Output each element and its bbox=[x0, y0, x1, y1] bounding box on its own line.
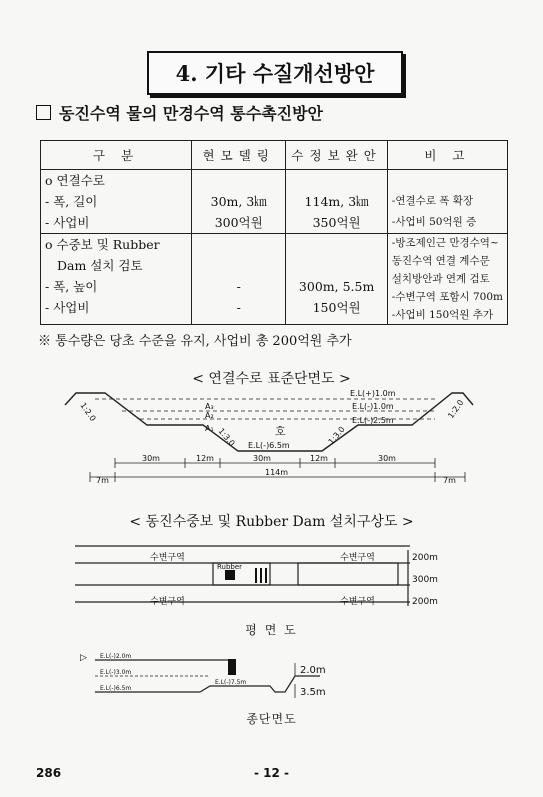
cell-channel-revised bbox=[286, 170, 387, 234]
dim-label: 30m bbox=[142, 454, 160, 463]
value-line: 150억원 bbox=[312, 300, 361, 315]
dim-label: 12m bbox=[196, 454, 214, 463]
dim-label: 12m bbox=[310, 454, 328, 463]
dam-block bbox=[228, 659, 236, 675]
width-label: 200m bbox=[412, 553, 438, 563]
height-label: 3.5m bbox=[300, 687, 326, 698]
item-line: o 연결수로 bbox=[45, 173, 105, 188]
remark-line: -연결수로 폭 확장 bbox=[391, 195, 473, 207]
table-header-row bbox=[41, 141, 508, 170]
remark-line: -수변구역 포함시 700m bbox=[391, 291, 503, 303]
el-label: E.L(-)1.0m bbox=[352, 402, 394, 411]
checkbox-square-icon bbox=[36, 105, 51, 120]
value-line: 300m, 5.5m bbox=[298, 279, 375, 294]
figure2-title: < 동진수중보 및 Rubber Dam 설치구상도 > bbox=[129, 514, 414, 530]
remark-line: -사업비 150억원 추가 bbox=[391, 309, 494, 321]
remark-line: -사업비 50억원 증 bbox=[391, 216, 477, 228]
width-label: 200m bbox=[412, 597, 438, 607]
item-line: Dam 설치 검토 bbox=[57, 258, 143, 273]
el-label: E.L(-)3.0m bbox=[100, 669, 132, 676]
item-line: - 폭, 길이 bbox=[45, 194, 98, 209]
dam-box bbox=[298, 563, 398, 585]
plan-view-diagram bbox=[70, 538, 470, 613]
cell-channel-items bbox=[41, 170, 192, 234]
slope-label: 1:3.0 bbox=[326, 424, 347, 447]
dim-label: 30m bbox=[253, 454, 271, 463]
value-line bbox=[196, 234, 282, 255]
longitudinal-section-diagram bbox=[70, 648, 390, 703]
header-category: 구 분 bbox=[41, 141, 192, 170]
center-mark: 호 bbox=[275, 425, 286, 438]
section-heading-row bbox=[36, 101, 323, 124]
value-line: 114m, 3㎞ bbox=[304, 194, 369, 209]
value-line: - bbox=[236, 300, 241, 315]
header-remarks: 비 고 bbox=[387, 141, 507, 170]
arrow-icon: ▷ bbox=[80, 653, 87, 663]
cell-channel-remarks bbox=[387, 170, 507, 234]
area-label: A₃ bbox=[205, 402, 214, 411]
table-row-weir bbox=[41, 234, 508, 325]
remark-line: -방조제인근 만경수역~ bbox=[391, 237, 499, 249]
dim-label: 114m bbox=[265, 468, 289, 477]
dim-label: 7m bbox=[443, 476, 456, 485]
remark-line: 동진수역 연결 계수문 bbox=[391, 255, 490, 267]
figure1-title: < 연결수로 표준단면도 > bbox=[192, 371, 351, 387]
cell-weir-items bbox=[41, 234, 192, 325]
value-line: - bbox=[236, 279, 241, 294]
cross-section-diagram bbox=[60, 385, 480, 493]
item-line: - 사업비 bbox=[45, 300, 90, 315]
rubber-label: Rubber bbox=[217, 563, 243, 571]
slope-label: 1:2.0 bbox=[78, 400, 98, 423]
zone-label: 수변구역 bbox=[150, 597, 185, 607]
page-center-number: - 12 - bbox=[253, 766, 289, 780]
table-row-channel bbox=[41, 170, 508, 234]
area-label: A₁ bbox=[205, 424, 214, 433]
value-line: 350억원 bbox=[312, 215, 361, 230]
plan-table bbox=[40, 140, 508, 325]
el-label: E.L(-)7.5m bbox=[215, 679, 247, 686]
header-revised: 수정보완안 bbox=[286, 141, 387, 170]
dim-label: 30m bbox=[378, 454, 396, 463]
el-label: E.L(-)2.0m bbox=[100, 653, 132, 660]
value-line bbox=[290, 170, 382, 191]
zone-label: 수변구역 bbox=[150, 553, 185, 563]
footnote: ※ 통수량은 당초 수준을 유지, 사업비 총 200억원 추가 bbox=[38, 334, 352, 349]
item-line: o 수중보 및 Rubber bbox=[45, 237, 160, 252]
cell-channel-current bbox=[191, 170, 286, 234]
zone-label: 수변구역 bbox=[340, 597, 375, 607]
remark-line: 설치방안과 연계 검토 bbox=[391, 273, 490, 285]
zone-label: 수변구역 bbox=[340, 553, 375, 563]
width-label: 300m bbox=[412, 575, 438, 585]
value-line bbox=[196, 170, 282, 191]
el-label: E.L(-)2.5m bbox=[352, 416, 394, 425]
value-line bbox=[196, 255, 282, 276]
rubber-dam-block bbox=[225, 570, 235, 580]
cell-weir-remarks bbox=[387, 234, 507, 325]
height-label: 2.0m bbox=[300, 665, 326, 676]
el-label: E.L(-)6.5m bbox=[248, 441, 290, 450]
el-label: E.L(-)6.5m bbox=[100, 685, 132, 692]
area-label: A₂ bbox=[205, 411, 214, 420]
item-line: - 사업비 bbox=[45, 215, 90, 230]
slope-label: 1:2.0 bbox=[446, 398, 466, 421]
value-line bbox=[290, 234, 382, 255]
slope-label: 1:3.0 bbox=[216, 426, 237, 449]
el-label: E.L(+)1.0m bbox=[350, 389, 396, 398]
cell-weir-revised bbox=[286, 234, 387, 325]
cell-weir-current bbox=[191, 234, 286, 325]
value-line bbox=[290, 255, 382, 276]
page-title: 4. 기타 수질개선방안 bbox=[147, 51, 403, 95]
plan-view-caption: 평 면 도 bbox=[245, 623, 298, 637]
section-heading: 동진수역 물의 만경수역 통수촉진방안 bbox=[59, 104, 324, 123]
page-number: 286 bbox=[36, 766, 62, 780]
remark-line bbox=[392, 170, 503, 191]
section-view-caption: 종단면도 bbox=[246, 712, 297, 726]
value-line: 300억원 bbox=[214, 215, 263, 230]
value-line: 30m, 3㎞ bbox=[210, 194, 267, 209]
item-line: - 폭, 높이 bbox=[45, 279, 98, 294]
dim-label: 7m bbox=[96, 476, 109, 485]
header-current-model: 현모델링 bbox=[191, 141, 286, 170]
